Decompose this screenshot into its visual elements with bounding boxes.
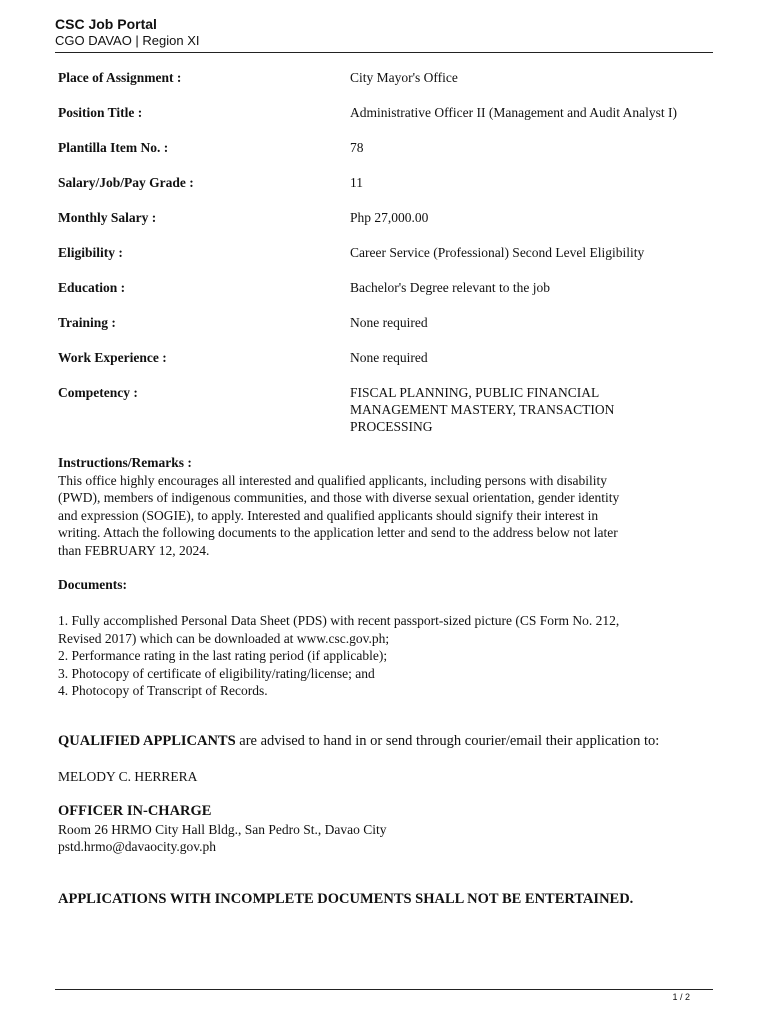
instructions-heading: Instructions/Remarks :	[58, 455, 192, 470]
field-value: Administrative Officer II (Management and Audit Analyst I)	[350, 105, 678, 120]
documents-heading: Documents:	[58, 577, 127, 592]
field-label: Salary/Job/Pay Grade :	[58, 175, 194, 190]
instructions-line: This office highly encourages all interested and qualified applicants, including persons with disability	[58, 472, 607, 488]
field-label: Monthly Salary :	[58, 210, 157, 225]
field-value: Bachelor's Degree relevant to the job	[350, 280, 550, 295]
field-value: None required	[350, 315, 428, 330]
field-value: 78	[350, 140, 364, 155]
field-label: Place of Assignment :	[58, 70, 182, 85]
field-value: Php 27,000.00	[350, 210, 429, 225]
instructions-section	[58, 454, 718, 559]
competency-line: FISCAL PLANNING, PUBLIC FINANCIAL	[350, 385, 600, 400]
instructions-line: than FEBRUARY 12, 2024.	[58, 542, 210, 558]
qualified-applicants-text: are advised to hand in or send through courier/email their application to:	[235, 733, 660, 749]
portal-subtitle: CGO DAVAO | Region XI	[55, 33, 200, 48]
field-label: Position Title :	[58, 105, 143, 120]
field-value-multiline	[350, 384, 720, 435]
contact-email: pstd.hrmo@davaocity.gov.ph	[58, 839, 217, 854]
contact-role: OFFICER IN-CHARGE	[58, 803, 212, 819]
field-label: Education :	[58, 280, 126, 295]
field-label: Training :	[58, 315, 116, 330]
document-item: Revised 2017) which can be downloaded at www.csc.gov.ph;	[58, 630, 390, 646]
instructions-line: (PWD), members of indigenous communities, and those with diverse sexual orientation, gender identity	[58, 490, 620, 505]
field-label: Plantilla Item No. :	[58, 140, 169, 155]
contact-details	[58, 803, 718, 856]
document-item: 1. Fully accomplished Personal Data Sheet (PDS) with recent passport-sized picture (CS Form No. 212,	[58, 613, 620, 628]
qualified-applicants-note	[58, 733, 718, 751]
contact-name: MELODY C. HERRERA	[58, 769, 198, 784]
incomplete-documents-notice: APPLICATIONS WITH INCOMPLETE DOCUMENTS SHALL NOT BE ENTERTAINED.	[58, 891, 634, 907]
document-item: 4. Photocopy of Transcript of Records.	[58, 683, 268, 698]
contact-address: Room 26 HRMO City Hall Bldg., San Pedro St., Davao City	[58, 821, 387, 837]
competency-line: MANAGEMENT MASTERY, TRANSACTION	[350, 402, 615, 417]
documents-list	[58, 612, 718, 700]
field-value: None required	[350, 350, 428, 365]
field-value: Career Service (Professional) Second Level Eligibility	[350, 245, 645, 260]
field-value: City Mayor's Office	[350, 70, 458, 85]
page-header	[55, 16, 713, 49]
field-label: Eligibility :	[58, 245, 123, 260]
document-item: 3. Photocopy of certificate of eligibility/rating/license; and	[58, 665, 375, 681]
header-divider	[55, 52, 713, 53]
instructions-line: writing. Attach the following documents to the application letter and send to the address below not later	[58, 525, 618, 540]
page-number: 1 / 2	[672, 992, 690, 1002]
portal-title: CSC Job Portal	[55, 16, 157, 32]
competency-line: PROCESSING	[350, 419, 433, 434]
qualified-applicants-label: QUALIFIED APPLICANTS	[58, 733, 236, 749]
document-item: 2. Performance rating in the last rating period (if applicable);	[58, 648, 388, 663]
field-label: Competency :	[58, 385, 138, 400]
field-value: 11	[350, 175, 363, 190]
field-label: Work Experience :	[58, 350, 167, 365]
instructions-line: and expression (SOGIE), to apply. Interested and qualified applicants should signify their interest in	[58, 507, 599, 523]
footer-divider	[55, 989, 713, 990]
